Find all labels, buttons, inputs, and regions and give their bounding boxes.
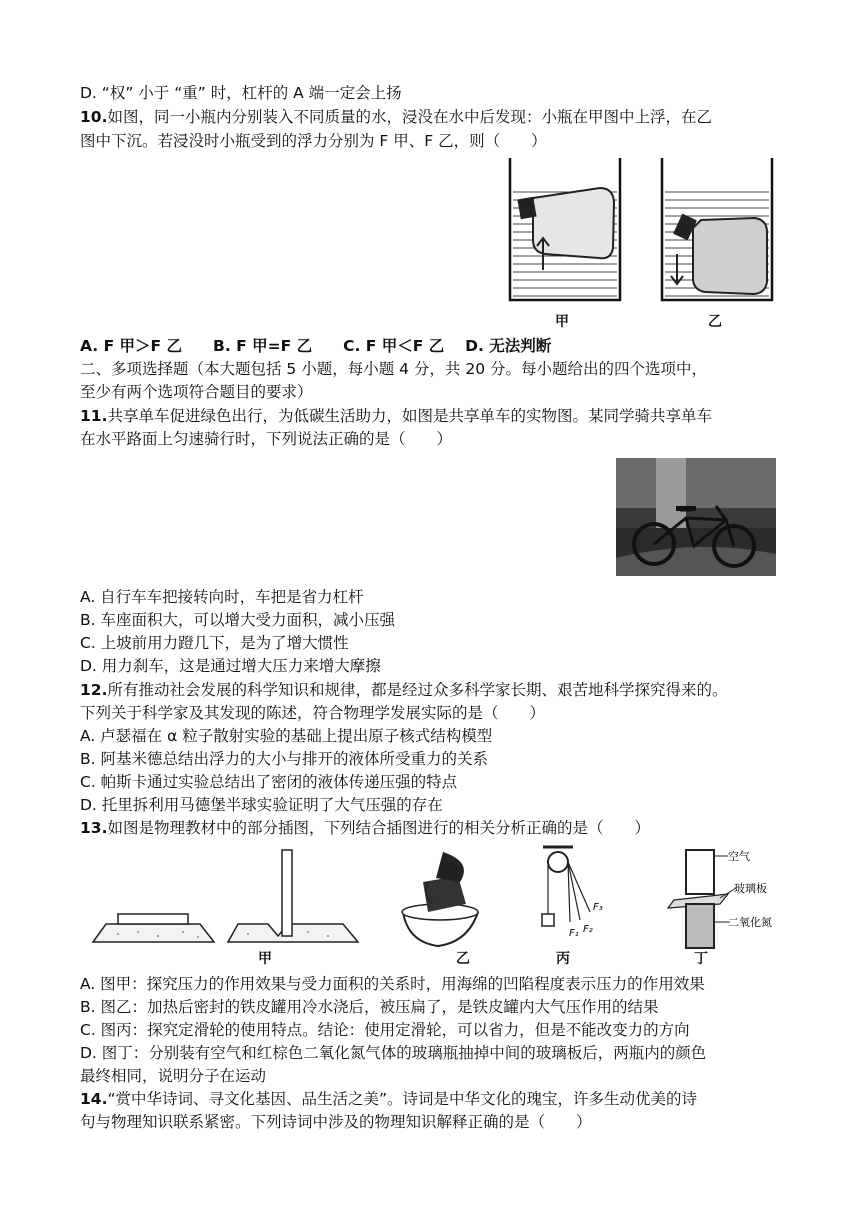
q11-stem-line2: 在水平路面上匀速骑行时，下列说法正确的是（ ）: [80, 430, 453, 448]
force-label-f2: F₂: [583, 924, 593, 935]
q10-options: A. F 甲＞F 乙 B. F 甲=F 乙 C. F 甲＜F 乙 D. 无法判断: [80, 337, 552, 355]
label-glass-plate: 玻璃板: [734, 882, 767, 895]
label-no2: 二氧化氮: [728, 916, 772, 929]
force-label-f1: F₁: [569, 928, 579, 939]
q9-option-d: D. “权” 小于 “重” 时，杠杆的 A 端一定会上扬: [80, 84, 402, 102]
q13-stem: [80, 817, 650, 839]
q11-number: 11.: [80, 407, 108, 425]
pulley-figure-bing: [542, 847, 603, 939]
q10-caption-yi: 乙: [708, 314, 722, 330]
q14-text: “赏中华诗词、寻文化基因、品生活之美”。诗词是中华文化的瑰宝，许多生动优美的诗: [107, 1090, 698, 1108]
q12-option-a: A. 卢瑟福在 α 粒子散射实验的基础上提出原子核式结构模型: [80, 727, 493, 745]
q10-figure: [505, 158, 775, 333]
force-label-f3: F₃: [593, 902, 603, 913]
q13-number: 13.: [80, 819, 108, 837]
q13-text: 如图是物理教材中的部分插图，下列结合插图进行的相关分析正确的是（ ）: [107, 819, 650, 837]
q12-number: 12.: [80, 681, 108, 699]
q12-stem-line1: [80, 679, 727, 701]
q10-stem-line1: [80, 106, 712, 128]
q13-caption-ding: 丁: [694, 951, 708, 967]
q12-text: 所有推动社会发展的科学知识和规律，都是经过众多科学家长期、艰苦地科学探究得来的。: [107, 681, 728, 699]
section2-heading-line2: 至少有两个选项符合题目的要求）: [80, 383, 313, 401]
q14-stem-line1: [80, 1088, 697, 1110]
gas-bottles-figure-ding: [668, 849, 772, 948]
q13-caption-yi: 乙: [456, 951, 470, 967]
q13-option-c: C. 图丙：探究定滑轮的使用特点。结论：使用定滑轮，可以省力，但是不能改变力的方向: [80, 1021, 690, 1039]
q13-figures: [88, 842, 778, 972]
q10-text: 如图，同一小瓶内分别装入不同质量的水，浸没在水中后发现：小瓶在甲图中上浮，在乙: [107, 108, 712, 126]
q12-option-c: C. 帕斯卡通过实验总结出了密闭的液体传递压强的特点: [80, 773, 458, 791]
q14-number: 14.: [80, 1090, 108, 1108]
q10-number: 10.: [80, 108, 108, 126]
q11-stem-line1: [80, 405, 712, 427]
q14-stem-line2: 句与物理知识联系紧密。下列诗词中涉及的物理知识解释正确的是（ ）: [80, 1113, 592, 1131]
q11-option-b: B. 车座面积大，可以增大受力面积，减小压强: [80, 611, 395, 629]
q13-caption-jia: 甲: [258, 951, 272, 967]
beaker-jia: [510, 158, 620, 300]
q13-option-d-line1: D. 图丁：分别装有空气和红棕色二氧化氮气体的玻璃瓶抽掉中间的玻璃板后，两瓶内的颜色: [80, 1044, 707, 1062]
q12-option-d: D. 托里拆利用马德堡半球实验证明了大气压强的存在: [80, 796, 443, 814]
q12-stem-line2: 下列关于科学家及其发现的陈述，符合物理学发展实际的是（ ）: [80, 704, 546, 722]
beaker-yi: [662, 158, 772, 300]
sponge-figure-jia: [93, 850, 358, 942]
q13-option-d-line2: 最终相同，说明分子在运动: [80, 1067, 267, 1085]
can-figure-yi: [402, 852, 478, 946]
q13-caption-bing: 丙: [556, 951, 570, 967]
q10-caption-jia: 甲: [555, 314, 569, 330]
label-air: 空气: [728, 850, 750, 863]
q11-option-c: C. 上坡前用力蹬几下，是为了增大惯性: [80, 634, 349, 652]
q11-option-a: A. 自行车车把接转向时，车把是省力杠杆: [80, 588, 364, 606]
q11-text: 共享单车促进绿色出行，为低碳生活助力，如图是共享单车的实物图。某同学骑共享单车: [107, 407, 712, 425]
bicycle-photo: [616, 458, 776, 576]
section2-heading-line1: 二、多项选择题（本大题包括 5 小题，每小题 4 分，共 20 分。每小题给出的四个选项中，: [80, 360, 708, 378]
q10-stem-line2: 图中下沉。若浸没时小瓶受到的浮力分别为 F 甲、F 乙，则（ ）: [80, 132, 547, 150]
q13-option-b: B. 图乙：加热后密封的铁皮罐用冷水浇后，被压扁了，是铁皮罐内大气压作用的结果: [80, 998, 659, 1016]
q12-option-b: B. 阿基米德总结出浮力的大小与排开的液体所受重力的关系: [80, 750, 488, 768]
q11-option-d: D. 用力刹车，这是通过增大压力来增大摩擦: [80, 657, 381, 675]
q13-option-a: A. 图甲：探究压力的作用效果与受力面积的关系时，用海绵的凹陷程度表示压力的作用效果: [80, 975, 705, 993]
